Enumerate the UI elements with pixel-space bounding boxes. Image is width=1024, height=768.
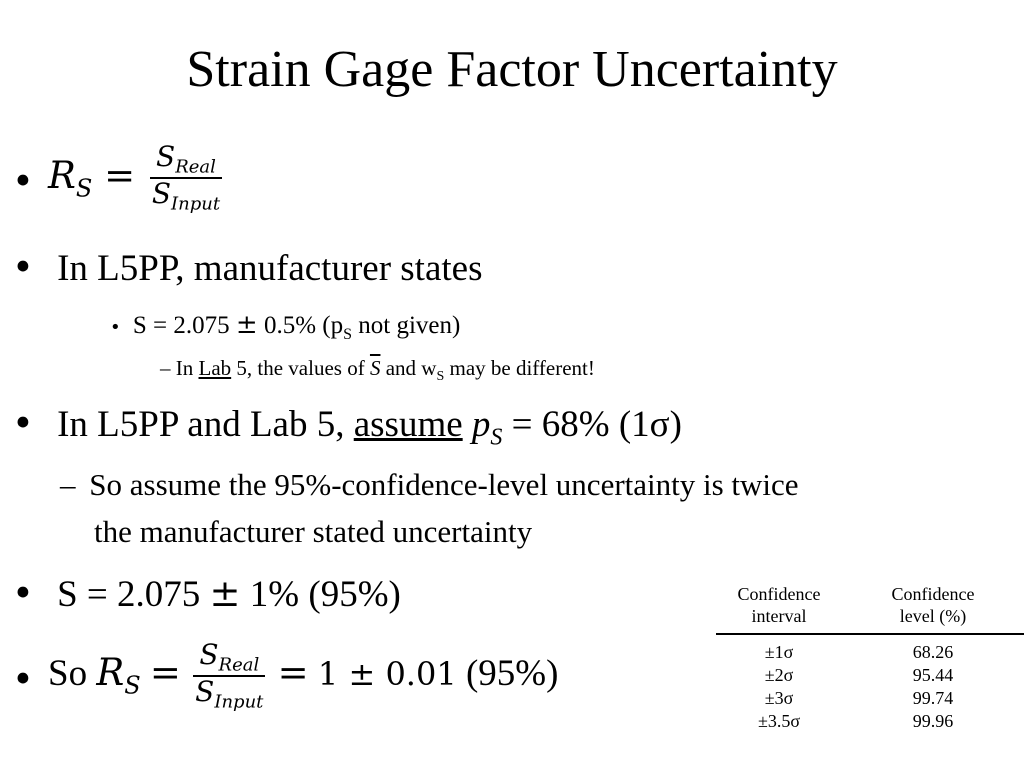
table-row: ±3.5σ 99.96 bbox=[757, 711, 954, 731]
bullet-2: • In L5PP, manufacturer states bbox=[12, 246, 483, 289]
bullet-2-sub-1: • S = 2.075 ± 0.5% ($p_S$ not given) bbox=[110, 310, 461, 343]
confidence-table bbox=[716, 583, 1024, 733]
table-header-row bbox=[716, 583, 1024, 634]
bullet-3: • In L5PP and Lab 5, assume $p_S = 68\%$ (1σ) bbox=[12, 402, 682, 451]
table-row: ±2σ 95.44 bbox=[764, 665, 954, 685]
bullet-3-dash: – So assume the 95%-confidence-level uncertainty is twice bbox=[60, 467, 799, 502]
slide-title: Strain Gage Factor Uncertainty bbox=[186, 41, 838, 98]
bullet-3-dash-line-2: the manufacturer stated uncertainty bbox=[94, 514, 533, 549]
table-row: ±3σ 99.74 bbox=[764, 688, 954, 708]
table-row: ±1σ 68.26 bbox=[764, 642, 954, 662]
bullet-2-text: In L5PP, manufacturer states bbox=[57, 248, 483, 289]
header-confidence-level: Confidence level (%) bbox=[842, 583, 1024, 634]
rs-result-formula: So $R_S$ = $\frac{S_{Real}}{S_{Input}}$ = 1 ± 0.01 (95%) bbox=[48, 638, 559, 714]
bullet-5: • bbox=[12, 658, 34, 701]
bullet-2-sub-2: – In Lab 5, the values of $\overline{S}$ and $w_S$ may be different! bbox=[160, 356, 595, 385]
bullet-4: • S = 2.075 ± 1% (95%) bbox=[12, 572, 401, 615]
rs-definition-formula: $R_S$ = $\frac{S_{Real}}{S_{Input}}$ bbox=[48, 140, 221, 216]
bullet-1 bbox=[12, 160, 34, 205]
header-confidence-interval: Confidence interval bbox=[716, 583, 842, 634]
fraction: $\frac{S_{Real}}{S_{Input}}$ bbox=[195, 638, 264, 714]
bullet-dot: • bbox=[12, 160, 34, 203]
fraction: $\frac{S_{Real}}{S_{Input}}$ bbox=[151, 140, 221, 216]
